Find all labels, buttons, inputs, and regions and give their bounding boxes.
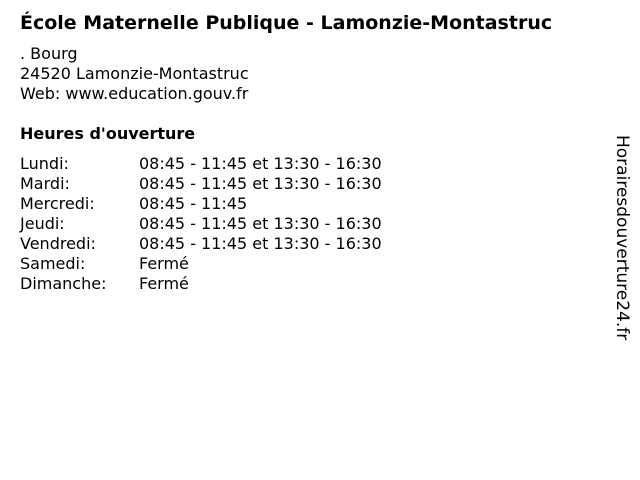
day-hours: 08:45 - 11:45 et 13:30 - 16:30 [139,174,382,193]
address-street: . Bourg [20,44,78,63]
address-block [20,44,249,104]
hours-row-tuesday [20,174,382,194]
day-hours: 08:45 - 11:45 et 13:30 - 16:30 [139,234,382,253]
hours-row-thursday [20,214,382,234]
day-label: Mardi: [20,174,70,193]
day-label: Samedi: [20,254,86,273]
site-watermark: Horairesdouverture24.fr [612,135,632,341]
day-hours: 08:45 - 11:45 et 13:30 - 16:30 [139,214,382,233]
hours-row-wednesday [20,194,382,214]
day-label: Lundi: [20,154,69,173]
day-hours: 08:45 - 11:45 et 13:30 - 16:30 [139,154,382,173]
hours-row-saturday [20,254,382,274]
address-city: 24520 Lamonzie-Montastruc [20,64,249,83]
page-title: École Maternelle Publique - Lamonzie-Montastruc [20,12,553,34]
hours-table [20,154,382,294]
day-label: Dimanche: [20,274,107,293]
hours-row-sunday [20,274,382,294]
hours-heading: Heures d'ouverture [20,124,196,143]
day-hours: Fermé [139,274,189,293]
day-label: Jeudi: [20,214,65,233]
day-hours: 08:45 - 11:45 [139,194,248,213]
day-label: Vendredi: [20,234,96,253]
day-label: Mercredi: [20,194,95,213]
day-hours: Fermé [139,254,189,273]
address-web: Web: www.education.gouv.fr [20,84,249,103]
hours-row-monday [20,154,382,174]
hours-row-friday [20,234,382,254]
